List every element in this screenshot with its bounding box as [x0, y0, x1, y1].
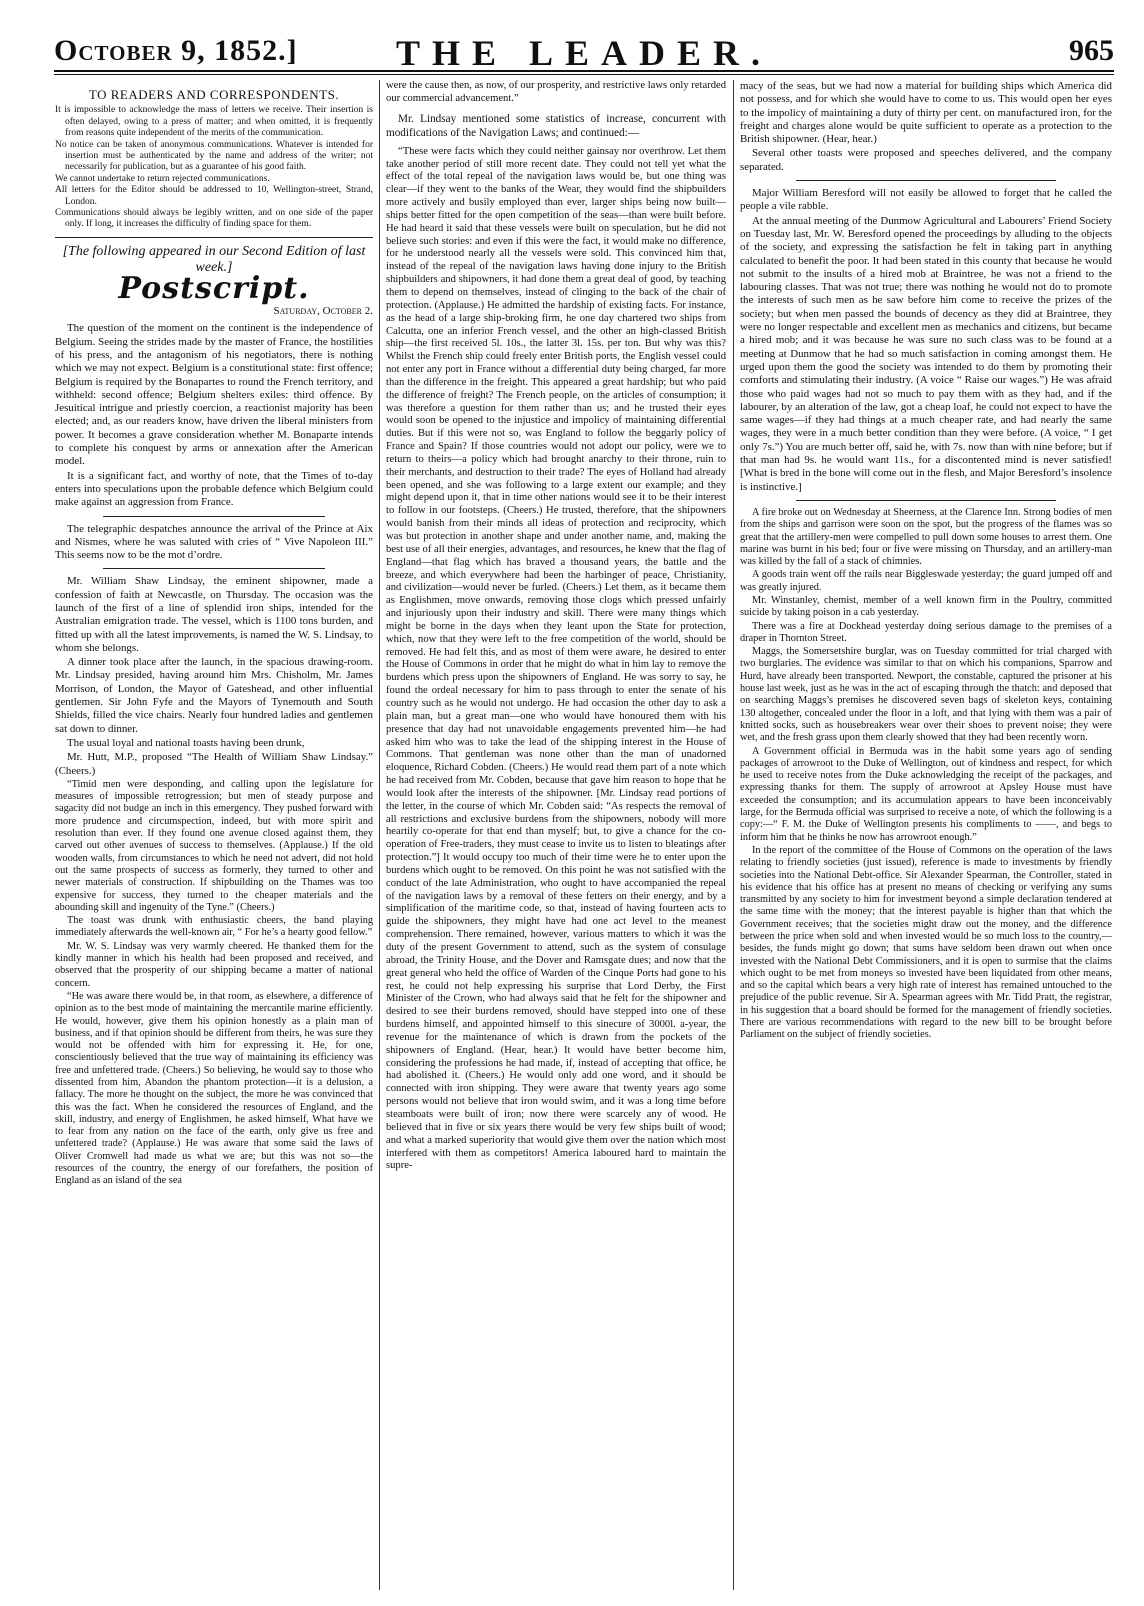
section-rule	[103, 568, 326, 569]
correspondents-notices	[55, 105, 373, 230]
paragraph: Mr. W. S. Lindsay was very warmly cheered. He thanked them for the kindly manner in which his health had been proposed and received, and observed that the prosperity of our shipping became a matter of national concern.	[55, 940, 373, 989]
masthead	[54, 28, 1114, 74]
section-rule	[55, 237, 373, 238]
paragraph: It is a significant fact, and worthy of note, that the Times of to-day enters into speculations upon the probable defence which Belgium could make against an aggression from France.	[55, 469, 373, 509]
paragraph: A dinner took place after the launch, in the spacious drawing-room. Mr. Lindsay presided, having around him Mrs. Chisholm, Mr. James Morrison, of London, the Mayor of Gateshead, and other influential gentlemen. Sir John Fyfe and the Mayors of Tynemouth and South Shields, filled the vice chairs. Nearly four hundred ladies and gentlemen sat down to dinner.	[55, 656, 373, 735]
paragraph: The question of the moment on the continent is the independence of Belgium. Seeing the strides made by the master of France, the hostilities of his press, and the antagonism of his negotiators, there is nothing which we may not expect. Belgium is a constitutional state: first offence; Belgium is required by the Bonapartes to round the French territory, and withheld: second offence; Belgium shelters exiles: third offence. By Jesuitical intrigue and priestly coercion, a reactionist majority has been elected; and, as our readers know, have driven the liberal ministers from power. It becomes a grave consideration whether M. Bonaparte intends to complete his conquest by arms or annexation after the American model.	[55, 322, 373, 468]
notice: All letters for the Editor should be addressed to 10, Wellington-street, Strand, London.	[55, 185, 373, 207]
paragraph: There was a fire at Dockhead yesterday doing serious damage to the premises of a draper in Thornton Street.	[740, 620, 1112, 644]
paragraph: At the annual meeting of the Dunmow Agricultural and Labourers’ Friend Society on Tuesday last, Mr. W. Beresford opened the proceedings by alluding to the objects of the society, and expressing the satisfaction he felt in taking part in anything calculated to benefit the poor. It had been stated in this county that because he would not submit to the insults of a hired mob at Braintree, he was not a friend to the labouring classes. That was not true; there was nothing he would not do to promote the interests of such men as he saw before him come to receive the prizes of the society; but when men passed the bounds of decency as they did at Braintree, they were no longer respectable and excellent men as mechanics and citizens, but became a hired mob; and it was because he was sure no such class was to be found at a meeting at Dunmow that he had so much satisfaction in coming amongst them. He urged upon them the good the society was intended to do them by promoting their comforts and stimulating their industry. (A voice “ Raise our wages.”) He was afraid those who paid wages had not so much to pay them with as they had, and if the labourer, by an alteration of the law, got a cheap loaf, he could not expect to have the same wages—if they had things at a much cheaper rate, and had nearly the same wages, they were in a much better condition than they were before. (A voice, “ I get only 7s.”) You are much better off, said he, with 7s. now than with nine before; but if that man had 9s. he would want 11s., for a discontented mind is never satisfied! [What is bred in the bone will come out in the flesh, and Major Beresford’s insolence is instinctive.]	[740, 214, 1112, 493]
section-rule	[796, 500, 1056, 501]
paragraph: Mr. Winstanley, chemist, member of a well known firm in the Poultry, committed suicide by taking poison in a cab yesterday.	[740, 594, 1112, 619]
section-rule	[796, 180, 1056, 181]
paragraph: macy of the seas, but we had now a material for building ships which America did not possess, and for which she would have to come to us. This would open her eyes to the impolicy of maintaining a duty of thirty per cent. on manufactured iron, for the freight and charges alone would be quite sufficient to operate as a protection to the British shipowner. (Hear, hear.)	[740, 80, 1112, 146]
page-number: 965	[1069, 34, 1114, 67]
paragraph: were the cause then, as now, of our prosperity, and restrictive laws only retarded our commercial advancement.”	[386, 80, 726, 104]
column-2	[386, 80, 726, 1590]
paragraph: “He was aware there would be, in that room, as elsewhere, a difference of opinion as to the best mode of maintaining the mercantile marine efficiently. He would, however, give them his opinion honestly as a plain man of business, and if that opinion should be different from theirs, he was sure they would not be offended with him for expressing it. He, for one, conscientiously believed that the true way of maintaining its efficiency was free and unfettered trade. (Cheers.) So believing, he would say to those who dissented from him, Abandon the phantom protection—it is a delusion, a fallacy. The more he thought on the subject, the more he was convinced that this was the fact. When he considered the resources of England, and the skill, industry, and energy of Englishmen, he asked himself, What have we to fear from any nation on the face of the earth, only give us free and unfettered trade? (Applause.) He was aware that some said the laws of Oliver Cromwell had made us what we are; but this was not so—the resources of the country, the energy of our forefathers, the position of England as an island of the sea	[55, 990, 373, 1187]
quoted-speech	[55, 779, 373, 1188]
column-rule-1	[379, 80, 380, 1590]
issue-date: October 9, 1852.]	[54, 34, 298, 67]
correspondents-heading: TO READERS AND CORRESPONDENTS.	[88, 87, 340, 102]
paragraph: The telegraphic despatches announce the arrival of the Prince at Aix and Nismes, where he was saluted with cries of “ Vive Napoleon III.” This seems now to be the mot d’ordre.	[55, 522, 373, 562]
paragraph: Mr. Hutt, M.P., proposed “The Health of William Shaw Lindsay.” (Cheers.)	[55, 751, 373, 777]
section-rule	[103, 516, 326, 517]
paragraph: A Government official in Bermuda was in the habit some years ago of sending packages of arrowroot to the Duke of Wellington, out of kindness and respect, for which he used to receive notes from the Duke acknowledging the receipt of the packages, and expressing thanks for them. The supply of arrowroot at Apsley House must have exceeded the consumption; and its accumulation appears to have been inconceivably large, for the Bermuda official was surprised to receive a note, of which the following is a copy:—“ F. M. the Duke of Wellington presents his compliments to ——, and begs to inform him that he thinks he now has arrowroot enough.”	[740, 745, 1112, 843]
paragraph: Mr. Lindsay mentioned some statistics of increase, concurrent with modifications of the Navigation Laws; and continued:—	[386, 112, 726, 139]
postscript-heading: Postscript.	[118, 270, 310, 306]
paragraph: A fire broke out on Wednesday at Sheerness, at the Clarence Inn. Strong bodies of men from the ships and garrison were soon on the spot, but the progress of the flames was so great that the artillery-men were compelled to pull down some houses to arrest them. One marine was burnt in his bed; four or five were missing on Thursday, and an artillery-man was killed by the fall of a stack of chimnies.	[740, 506, 1112, 568]
column-3	[740, 80, 1112, 1590]
paragraph: In the report of the committee of the House of Commons on the operation of the laws relating to friendly societies (just issued), reference is made to investments by friendly societies into the National Debt-office. Sir Alexander Spearman, the Controller, stated in his evidence that his office has at present no means of checking or verifying any sums transmitted by any society to him for investment beyond a simple declaration tendered at the same time with the money; that the interest payable is higher than that which the Government receives; that the societies might draw out the money, and the difference between the price when sold and when invested would be so much loss to the country,—besides, the funds might go down; that sums have seldom been drawn out when once invested with the National Debt Commissioners, and it is open to surmise that the claims which ought to be met from moneys so invested have been liquidated from other means, and so the capital which bears a very high rate of interest has remained untouched to the prejudice of the public revenue. Sir A. Spearman agrees with Mr. Tidd Pratt, the registrar, in his suggestion that a board should be formed for the management of friendly societies. There are various recommendations with regard to the new bill to be brought before Parliament on the subject of friendly societies.	[740, 844, 1112, 1041]
dateline: Saturday, October 2.	[273, 305, 373, 318]
paragraph: “Timid men were desponding, and calling upon the legislature for measures of impossible retrogression; but men of steady purpose and sagacity did not budge an inch in this emergency. They pushed forward with more prudence and circumspection, indeed, but with more spirit and resolution than ever. If they found one avenue closed against them, they carved out other avenues of success to themselves. (Applause.) If the old wooden walls, from circumstances to which he need not advert, did not hold out the same prospects of success as formerly, they turned to other and newer materials of construction. If shipbuilding on the Thames was too expensive for success, they turned to the cheaper materials and the abounding skill and ingenuity of the Tyne.” (Cheers.)	[55, 778, 373, 913]
notice: No notice can be taken of anonymous communications. Whatever is intended for insertion must be authenticated by the name and address of the writer; not necessarily for publication, but as a guarantee of his good faith.	[55, 139, 373, 173]
paragraph: A goods train went off the rails near Biggleswade yesterday; the guard jumped off and was greatly injured.	[740, 569, 1112, 593]
paragraph: The usual loyal and national toasts having been drunk,	[67, 736, 305, 749]
notice: Communications should always be legibly written, and on one side of the paper only. If long, it increases the difficulty of finding space for them.	[55, 207, 373, 230]
column-1	[55, 80, 373, 1590]
news-items	[740, 507, 1112, 1042]
paragraph: Major William Beresford will not easily be allowed to forget that he called the people a vile rabble.	[740, 187, 1112, 213]
header-rule	[54, 70, 1114, 75]
edition-note: [The following appeared in our Second Edition of last week.]	[62, 243, 366, 275]
paragraph: Several other toasts were proposed and speeches delivered, and the company separated.	[740, 147, 1112, 173]
paragraph: Mr. William Shaw Lindsay, the eminent shipowner, made a confession of faith at Newcastle, on Thursday. The occasion was the launch of the first of a line of splendid iron ships, intended for the Australian emigration trade. The vessel, which is 1100 tons burden, and fitted up with all the latest improvements, is named the W. S. Lindsay, to whom she belongs.	[55, 575, 373, 654]
newspaper-title: THE LEADER.	[395, 33, 773, 73]
notice: We cannot undertake to return rejected communications.	[55, 173, 270, 184]
paragraph: “These were facts which they could neither gainsay nor overthrow. Let them take another period of still more recent date. They could not tell yet what the effect of the total repeal of the navigation laws would be, but one thing was clear—if they went to the banks of the Wear, they would find the shipbuilders more actively and busily employed than ever, larger ships being now built—ships better fitted for the open competition of the seas—than were built before. He had heard it said that these vessels were built on speculation, but he did not believe such stories: and even if this were the fact, it would make no difference, for he understood nearly all the vessels were sold. This convinced him that, instead of the repeal of the navigation laws having done injury to the British shipbuilders and shipowners, it had done them a great deal of good, by teaching them to depend on themselves, instead of clinging to the back of the chair of protection. (Applause.) He admitted the hardship of existing facts. For instance, as the head of a large ship-broking firm, he one day chartered two ships from Calcutta, one an inferior French vessel, and the other an high-classed British ship—the first received 5l. 10s., the latter 3l. 15s. per ton. But why was this? Whilst the French ship could freely enter British ports, the English vessel could not enter any port in France without a differential duty being charged, far more than the difference in the freight. This appeared a great hardship; but who paid the difference of freight? The French people, on the articles of consumption; it was therefore a question for them rather than us; and he trusted their eyes would soon be opened to the injustice and impolicy of maintaining differential duties. But if this were not so, was England to follow the beggarly policy of France and Spain? If those countries would not adopt our policy, were we to return to theirs—a policy which had brought anarchy to their throne, ruin to their merchants, and destruction to their trade? The eyes of Holland had already been opened, and she was following to a large extent our example; and they might depend upon it, that in time other nations would see it to be their interest to follow in our footsteps. (Cheers.) He trusted, therefore, that the shipowners would banish from their minds all ideas of protection and reciprocity, which was but protection in another shape and under another name, and, making the best use of all their energies, advantages, and resources, he knew that the flag of England—that flag which has braved a thousand years, the battle and the breeze, and which everywhere had been the harbinger of peace, Christianity, and civilization—would never be furled. (Cheers.) Let them, as it became them as Englishmen, move onwards, removing those clogs which pressed unfairly and injuriously upon their industry and skill. There were many things which might be borne in the days when they leant upon the State for protection, which, now that they were left to the free competition of the world, should be removed. He had felt this, and as most of them were aware, he desired to enter the House of Commons in order that he might do what in him lay to remove the burdens which press upon the shipowners of England. He was sorry to say, he found the ordeal necessary for him to pass through to enter the senate of his country such as he would not undergo. He had occasion the other day to ask a plain man, but a great man—one who would have honoured them with his presence that day had not unavoidable engagements prevented him—he had asked him who was to take the lead of the shipping interest in the House of Commons. That gentleman was none other than the man of unadorned eloquence, Richard Cobden. (Cheers.) He would read them part of a note which he had received from Mr. Cobden, because that gave him reason to hope that he would look after the interests of the shipowner. [Mr. Lindsay read portions of the letter, in the course of which Mr. Cobden said: “As respects the removal of all restrictions and exclusive burdens from the shipowners, nobody will more heartily co-operate for that end than myself; but, to give a chance for the co-operation of Free-traders, they must cease to invite us to listen to bleatings after protection.”] It would occupy too much of their time were he to enter upon the burdens which ought to be removed. On this point he was not satisfied with the conduct of the late Administration, who ought to have accompanied the repeal of the navigation laws by a removal of these fetters on their energy, and by a simplification of the maritime code, so that, instead of having fourteen acts to guide the shipowners, they might have had one act level to the meanest comprehension. There remained, however, various matters to which it was the duty of the present Government to attend, such as the system of consulage abroad, the Trinity House, and the Dover and Ramsgate dues; and now that the great general who held the office of Warden of the Cinque Ports had gone to his rest, he could not help expressing his surprise that Lord Derby, the First Minister of the Crown, who had always said that he felt for the shipowner and desired to see their burdens removed, should have stepped into one of these burdens himself, and appointed himself to this sinecure of 3000l. a-year, the revenue for the maintenance of which is drawn from the pockets of the shipowners of England. (Hear, hear.) It would have better become him, considering the professions he had made, if, instead of accepting that office, he had abolished it. (Cheers.) He would only add one word, and it should be connected with iron shipping. They were aware that twenty years ago some persons would not believe that iron would swim, and it was a long time before steamboats were built of iron; now there were scarcely any of wood. He believed that in five or six years there would be very few ships built of wood; and what a marked superiority that would give them over the nation which most interfered with them as competitors! America laboured hard to maintain the supre-	[386, 145, 726, 1172]
paragraph: Maggs, the Somersetshire burglar, was on Tuesday committed for trial charged with two burglaries. The evidence was similar to that on which his companions, Sparrow and Hurd, have already been transported. Newport, the constable, captured the prisoner at his house last week, just as he was in the act of escaping through the thatch: and deposed that on searching Maggs’s premises he discovered seven bags of skeleton keys, containing 130 altogether, concealed under the floor in a loft, and that lying with them was a pair of knitted socks, such as housebreakers wear over their shoes to prevent noise; they were wet, and the fresh grass upon them clearly showed that they had been recently worn.	[740, 646, 1112, 744]
column-rule-2	[733, 80, 734, 1590]
paragraph: The toast was drunk with enthusiastic cheers, the band playing immediately afterwards the well-known air, “ For he’s a hearty good fellow.”	[55, 915, 373, 939]
notice: It is impossible to acknowledge the mass of letters we receive. Their insertion is often delayed, owing to a press of matter; and when omitted, it is frequently from reasons quite independent of the merits of the communication.	[55, 105, 373, 139]
